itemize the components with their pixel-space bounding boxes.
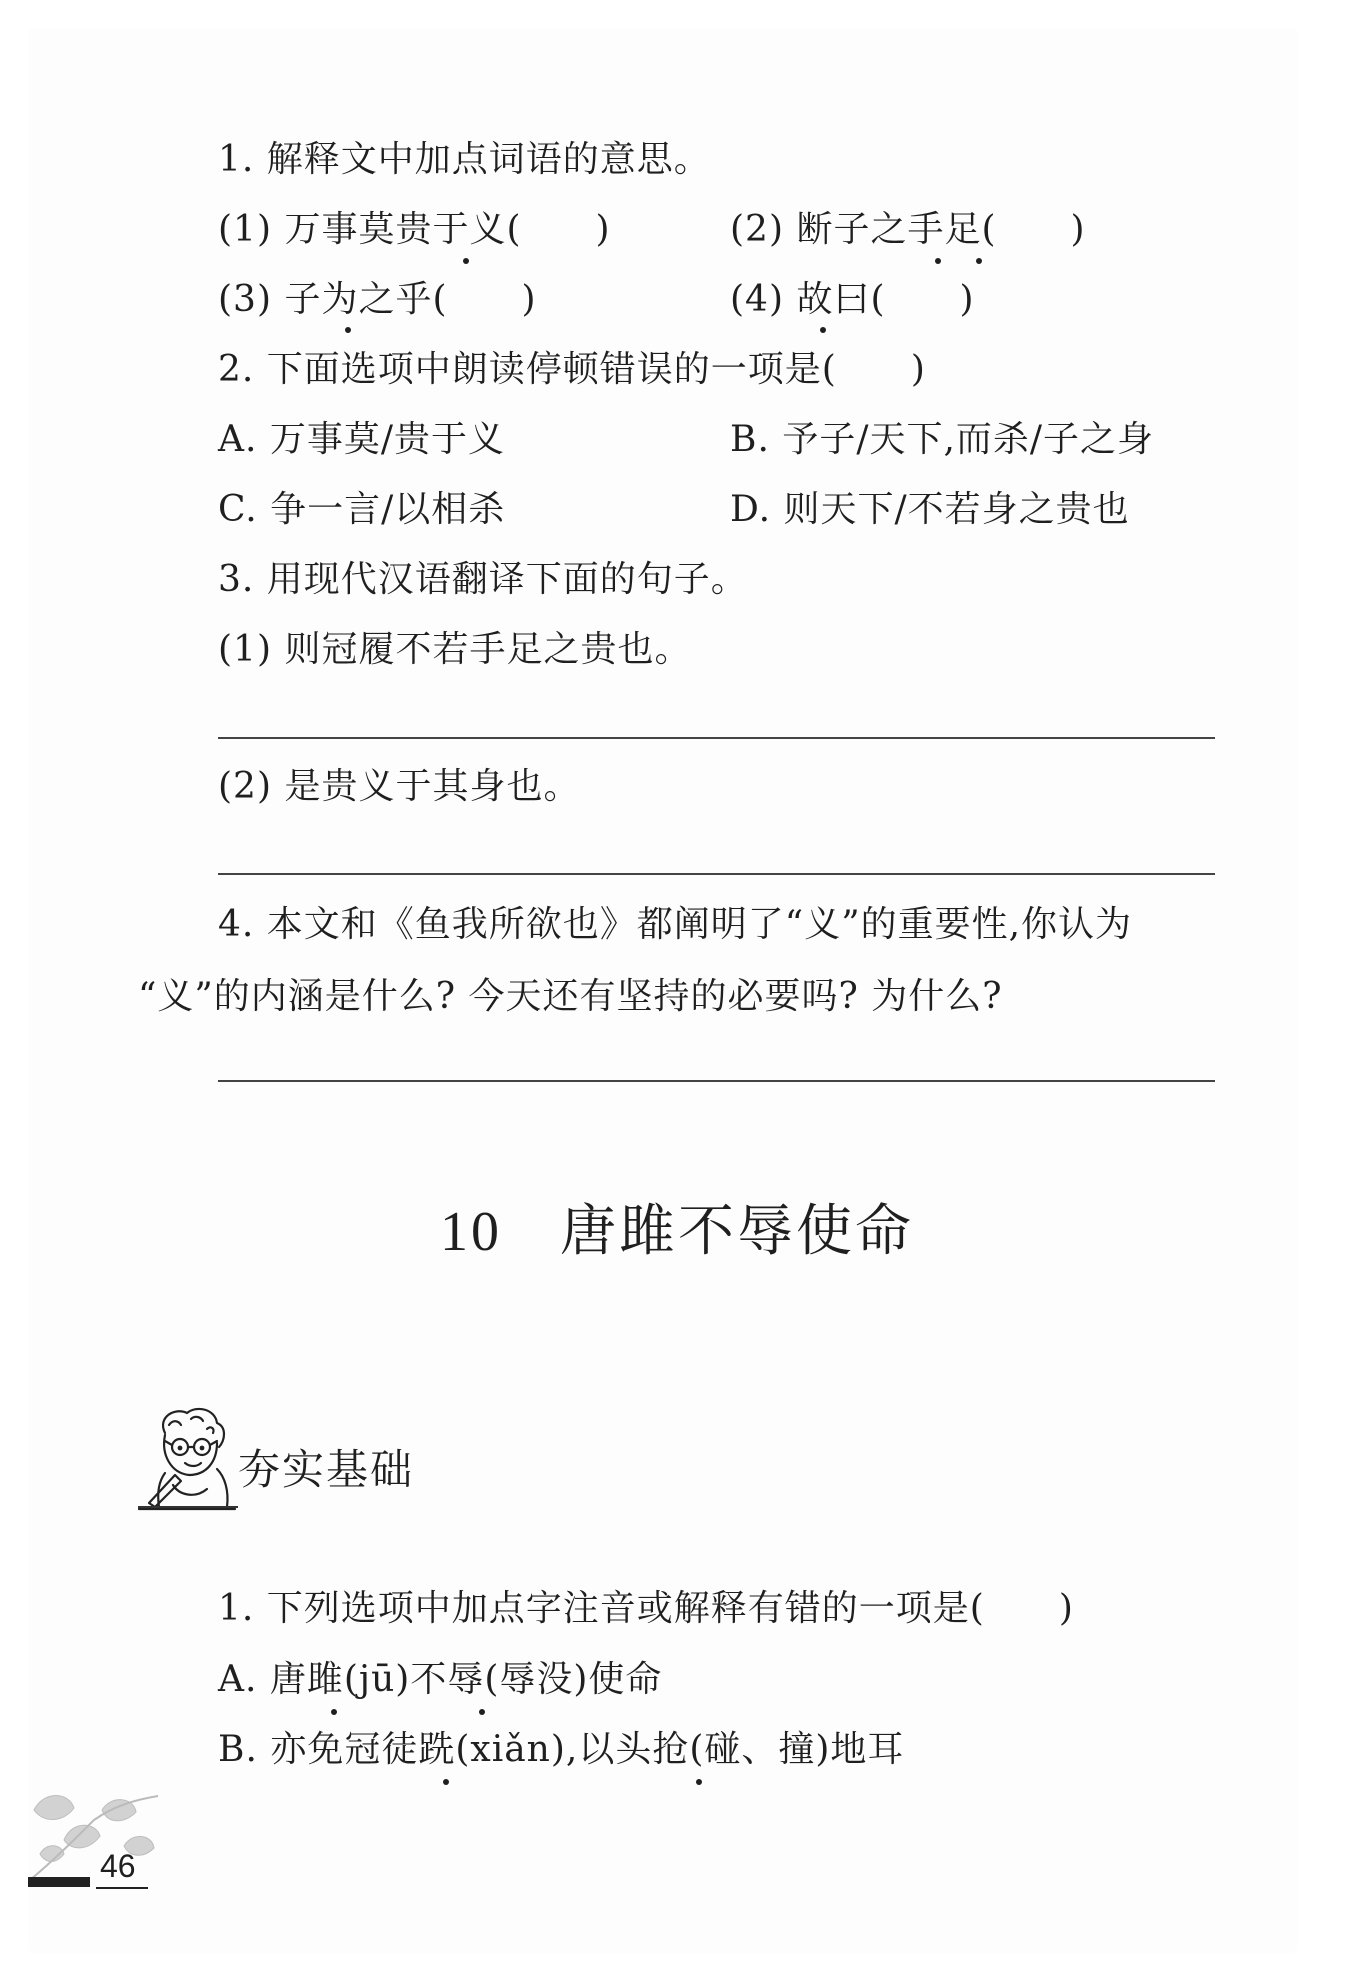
q2-stem: 2. 下面选项中朗读停顿错误的一项是( ): [218, 349, 926, 390]
q3-item-2: (2) 是贵义于其身也。: [218, 766, 581, 807]
section-title: 夯实基础: [238, 1445, 415, 1494]
q5-option-a: A. 唐雎(jū)不辱(辱没)使命: [218, 1659, 663, 1700]
emphasis-dot: [820, 327, 826, 333]
page-number: 46: [100, 1848, 136, 1884]
chapter-heading: [440, 1200, 914, 1264]
q1-item-2: (2) 断子之手足( ): [730, 209, 1086, 250]
leaf-decoration-icon: [24, 1770, 164, 1890]
mascot-underline: [138, 1506, 238, 1508]
q2-option-b: B. 予子/天下,而杀/子之身: [730, 419, 1155, 460]
teacher-mascot-icon: [135, 1403, 241, 1513]
q4-line-1: 4. 本文和《鱼我所欲也》都阐明了“义”的重要性,你认为: [218, 904, 1133, 945]
emphasis-dot: [935, 258, 941, 264]
emphasis-dot: [479, 1709, 485, 1715]
q1-item-1: (1) 万事莫贵于义( ): [218, 209, 611, 250]
chapter-number: 10: [440, 1201, 502, 1263]
q1-stem: 1. 解释文中加点词语的意思。: [218, 139, 711, 180]
q1-item-3: (3) 子为之乎( ): [218, 279, 537, 320]
answer-line: [218, 873, 1215, 875]
emphasis-dot: [463, 258, 469, 264]
q2-option-a: A. 万事莫/贵于义: [218, 419, 506, 460]
q3-stem: 3. 用现代汉语翻译下面的句子。: [218, 559, 748, 600]
emphasis-dot: [331, 1709, 337, 1715]
page-number-underline: [96, 1887, 148, 1889]
q2-option-c: C. 争一言/以相杀: [218, 489, 506, 530]
answer-line: [218, 1080, 1215, 1082]
q1-item-4: (4) 故曰( ): [730, 279, 975, 320]
q5-stem: 1. 下列选项中加点字注音或解释有错的一项是( ): [218, 1588, 1074, 1629]
page-number-bar: [28, 1877, 90, 1887]
q5-option-b: B. 亦免冠徒跣(xiǎn),以头抢(碰、撞)地耳: [218, 1729, 905, 1770]
emphasis-dot: [443, 1779, 449, 1785]
q4-line-2: “义”的内涵是什么? 今天还有坚持的必要吗? 为什么?: [138, 976, 1003, 1017]
emphasis-dot: [696, 1779, 702, 1785]
emphasis-dot: [976, 258, 982, 264]
q3-item-1: (1) 则冠履不若手足之贵也。: [218, 629, 692, 670]
q2-option-d: D. 则天下/不若身之贵也: [730, 489, 1130, 530]
chapter-title: 唐雎不辱使命: [560, 1199, 914, 1264]
answer-line: [218, 737, 1215, 739]
emphasis-dot: [345, 327, 351, 333]
